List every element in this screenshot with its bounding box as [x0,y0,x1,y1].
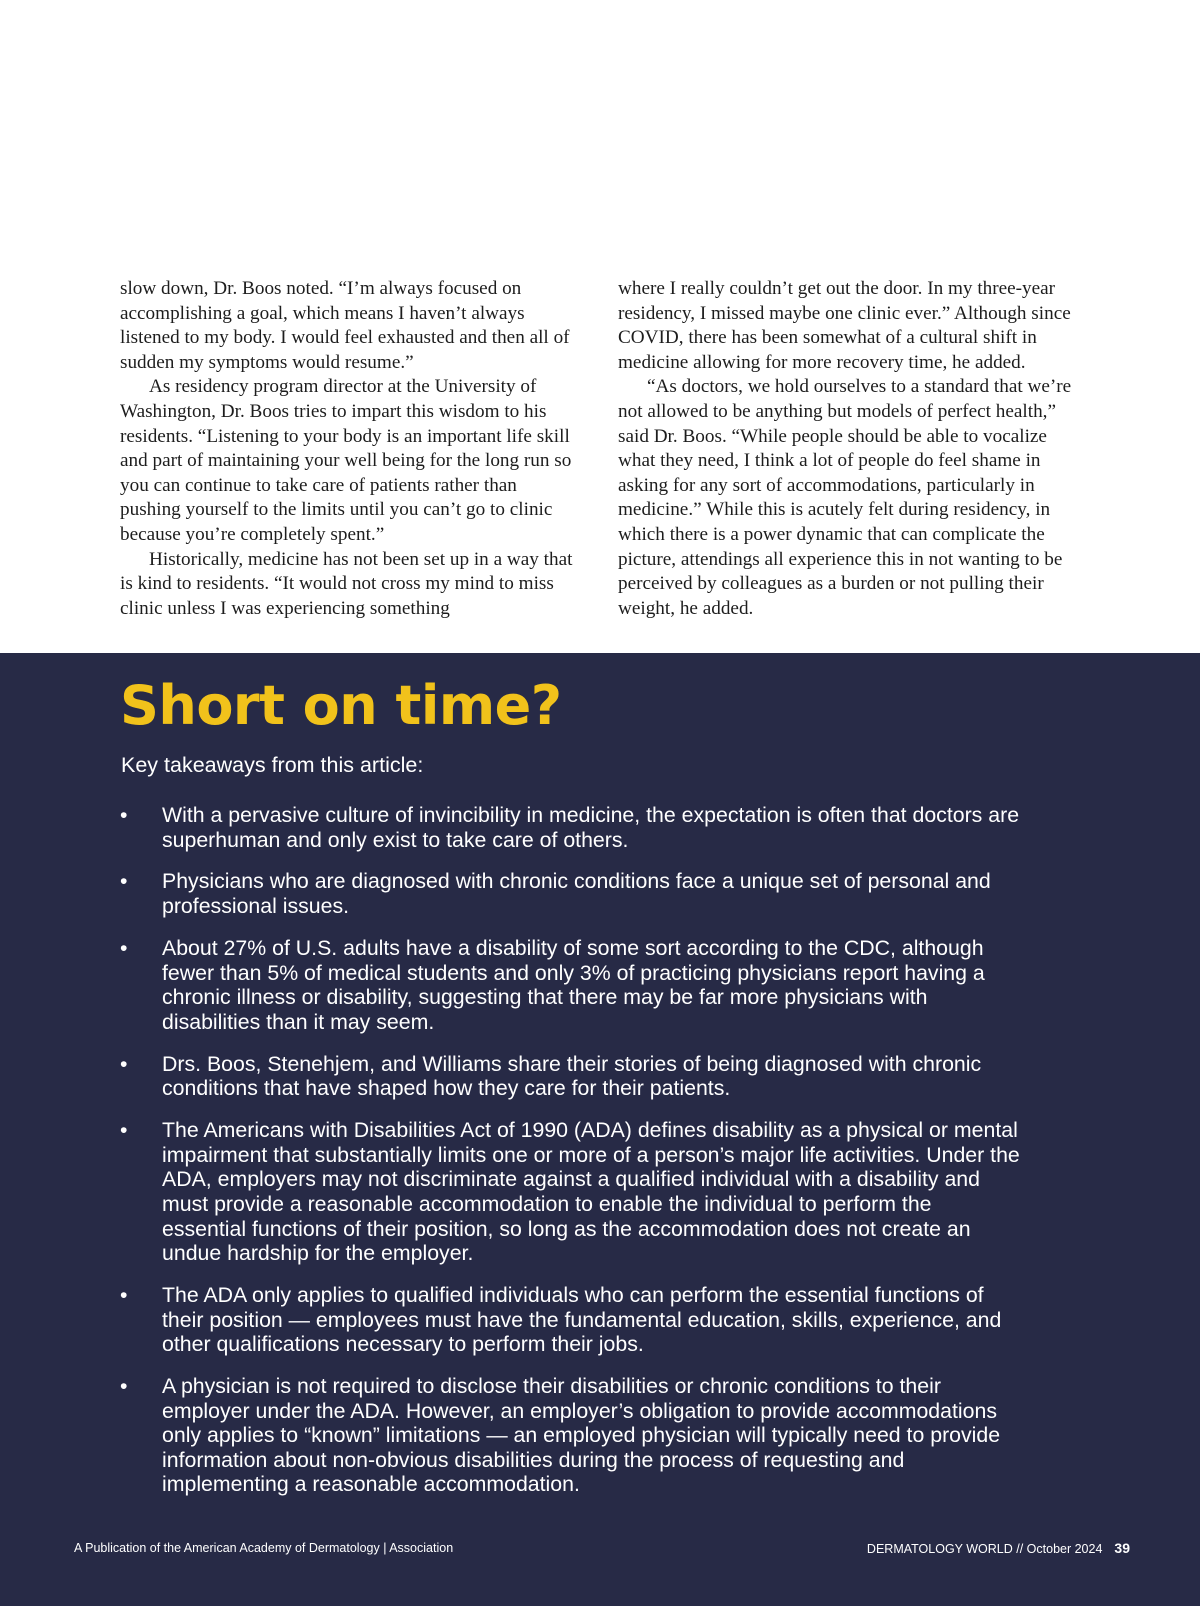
article-paragraph: “As doctors, we hold ourselves to a standard that we’re not allowed to be anything but models of perfect health,” said Dr. Boos. “While people should be able to vocalize what they need, I think a lot of people do feel shame in asking for any sort of accommodations, particularly in medicine.” While this is acutely felt during residency, in which there is a power dynamic that can complicate the picture, attendings all experience this in not wanting to be perceived by colleagues as a burden or not pulling their weight, he added. [618,376,1072,619]
footer-publication: A Publication of the American Academy of Dermatology | Association [74,1541,454,1555]
takeaway-text: Drs. Boos, Stenehjem, and Williams share their stories of being diagnosed with chronic conditions that have shaped how they care for their patients. [162,1051,982,1101]
takeaway-text: About 27% of U.S. adults have a disability of some sort according to the CDC, although fewer than 5% of medical students and only 3% of practicing physicians report having a chronic illness or disability, suggesting that there may be far more physicians with disabilities than it may seem. [162,935,985,1034]
bullet-icon: • [120,803,128,827]
footer-issue: DERMATOLOGY WORLD // October 2024 [866,1542,1103,1556]
key-takeaways-list [120,803,1020,1514]
takeaway-text: Physicians who are diagnosed with chronic conditions face a unique set of personal and professional issues. [162,869,991,919]
bullet-icon: • [120,935,128,960]
article-paragraph: where I really couldn’t get out the door. In my three-year residency, I missed maybe one clinic ever.” Although since COVID, there has been somewhat of a cultural shift in medicine allowing for more recovery time, he added. [618,278,1071,373]
takeaway-item [120,1052,1020,1101]
takeaway-text: With a pervasive culture of invincibility in medicine, the expectation is often that doctors are superhuman and only exist to take care of others. [162,803,1020,852]
footer-issue-info [867,1540,1130,1556]
bullet-icon: • [120,869,128,894]
bullet-icon: • [120,1118,128,1143]
takeaway-item [120,936,1020,1034]
article-paragraph: Historically, medicine has not been set up in a way that is kind to residents. “It would not cross my mind to miss clinic unless I was experiencing something [120,548,573,619]
key-takeaways-box [0,653,1200,1606]
takeaway-text: A physician is not required to disclose their disabilities or chronic conditions to their employer under the ADA. However, an employer’s obligation to provide accommodations only applies to “known” limitations — an employed physician will typically need to provide information about non-obvious disabilities during the process of requesting and implementing a reasonable accommodation. [162,1374,1001,1497]
article-column-left [120,277,582,622]
bullet-icon: • [120,1374,128,1399]
takeaway-item [120,1374,1020,1497]
key-takeaways-title: Short on time? [120,674,562,737]
takeaway-item [120,1283,1020,1357]
article-column-right [618,277,1080,622]
article-body [120,277,1080,622]
bullet-icon: • [120,1282,128,1307]
article-paragraph: slow down, Dr. Boos noted. “I’m always focused on accomplishing a goal, which means I haven’t always listened to my body. I would feel exhausted and then all of sudden my symptoms would resume.” [120,278,570,373]
takeaway-text: The Americans with Disabilities Act of 1990 (ADA) defines disability as a physical or mental impairment that substantially limits one or more of a person’s major life activities. Under the ADA, employers may not discriminate against a qualified individual with a disability and must provide a reasonable accommodation to enable the individual to perform the essential functions of their position, so long as the accommodation does not create an undue hardship for the employer. [162,1118,1020,1266]
takeaway-text: The ADA only applies to qualified individuals who can perform the essential functions of their position — employees must have the fundamental education, skills, experience, and other qualifications necessary to perform their jobs. [162,1282,1002,1357]
takeaway-item [120,1118,1020,1266]
bullet-icon: • [120,1051,128,1076]
article-paragraph: As residency program director at the University of Washington, Dr. Boos tries to impart this wisdom to his residents. “Listening to your body is an important life skill and part of maintaining your well being for the long run so you can continue to take care of patients rather than pushing yourself to the limits until you can’t go to clinic because you’re completely spent.” [120,376,572,545]
takeaway-item [120,803,1020,852]
takeaway-item [120,869,1020,918]
page-number: 39 [1114,1540,1130,1556]
key-takeaways-subtitle: Key takeaways from this article: [121,753,424,777]
